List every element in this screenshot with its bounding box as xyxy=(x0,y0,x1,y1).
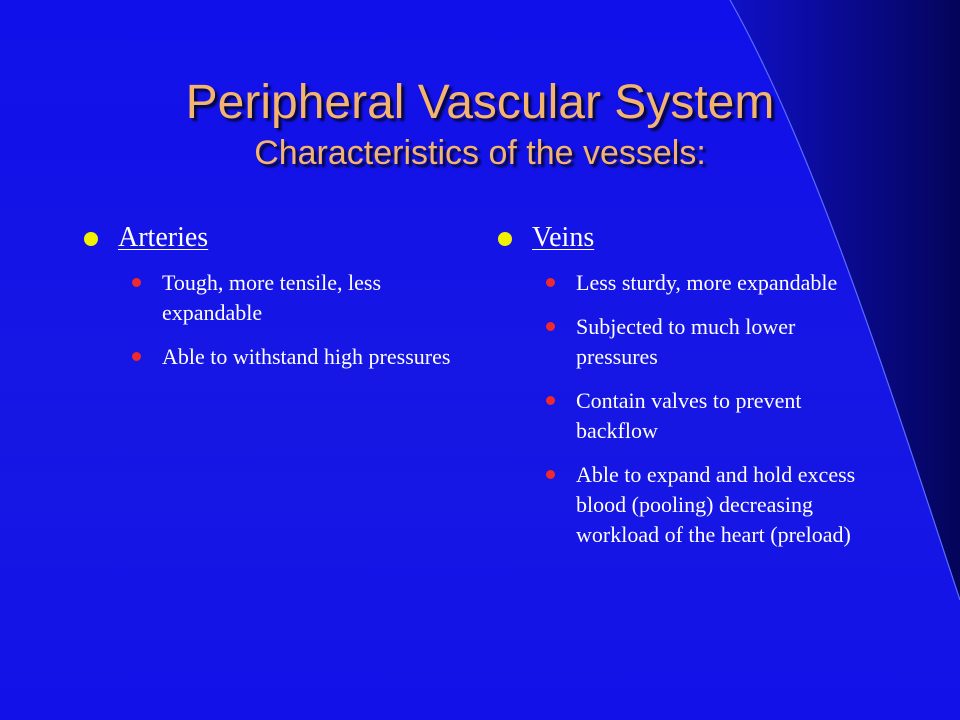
list-item-text: Subjected to much lower pressures xyxy=(576,314,796,369)
arteries-list xyxy=(132,268,454,372)
red-bullet-icon xyxy=(546,322,555,331)
list-item xyxy=(132,342,454,372)
veins-list xyxy=(546,268,858,550)
arteries-heading-item xyxy=(84,220,454,256)
yellow-bullet-icon xyxy=(84,232,98,246)
list-item xyxy=(546,386,858,446)
list-item xyxy=(132,268,454,328)
yellow-bullet-icon xyxy=(498,232,512,246)
red-bullet-icon xyxy=(546,470,555,479)
red-bullet-icon xyxy=(546,396,555,405)
veins-heading-item xyxy=(498,220,858,256)
list-item xyxy=(546,312,858,372)
title-block xyxy=(0,76,960,174)
list-item-text: Less sturdy, more expandable xyxy=(576,270,838,295)
veins-column xyxy=(498,220,858,564)
slide-title: Peripheral Vascular System xyxy=(185,76,775,129)
slide-subtitle: Characteristics of the vessels: xyxy=(254,134,706,172)
list-item-text: Tough, more tensile, less expandable xyxy=(162,270,382,325)
list-item-text: Able to expand and hold excess blood (pooling) decreasing workload of the heart (preload) xyxy=(576,462,856,547)
list-item-text: Contain valves to prevent backflow xyxy=(576,388,802,443)
red-bullet-icon xyxy=(132,278,141,287)
list-item xyxy=(546,460,858,550)
arteries-heading: Arteries xyxy=(118,222,209,253)
list-item xyxy=(546,268,858,298)
list-item-text: Able to withstand high pressures xyxy=(162,344,451,369)
red-bullet-icon xyxy=(546,278,555,287)
arteries-column xyxy=(84,220,454,386)
red-bullet-icon xyxy=(132,352,141,361)
veins-heading: Veins xyxy=(532,222,595,253)
